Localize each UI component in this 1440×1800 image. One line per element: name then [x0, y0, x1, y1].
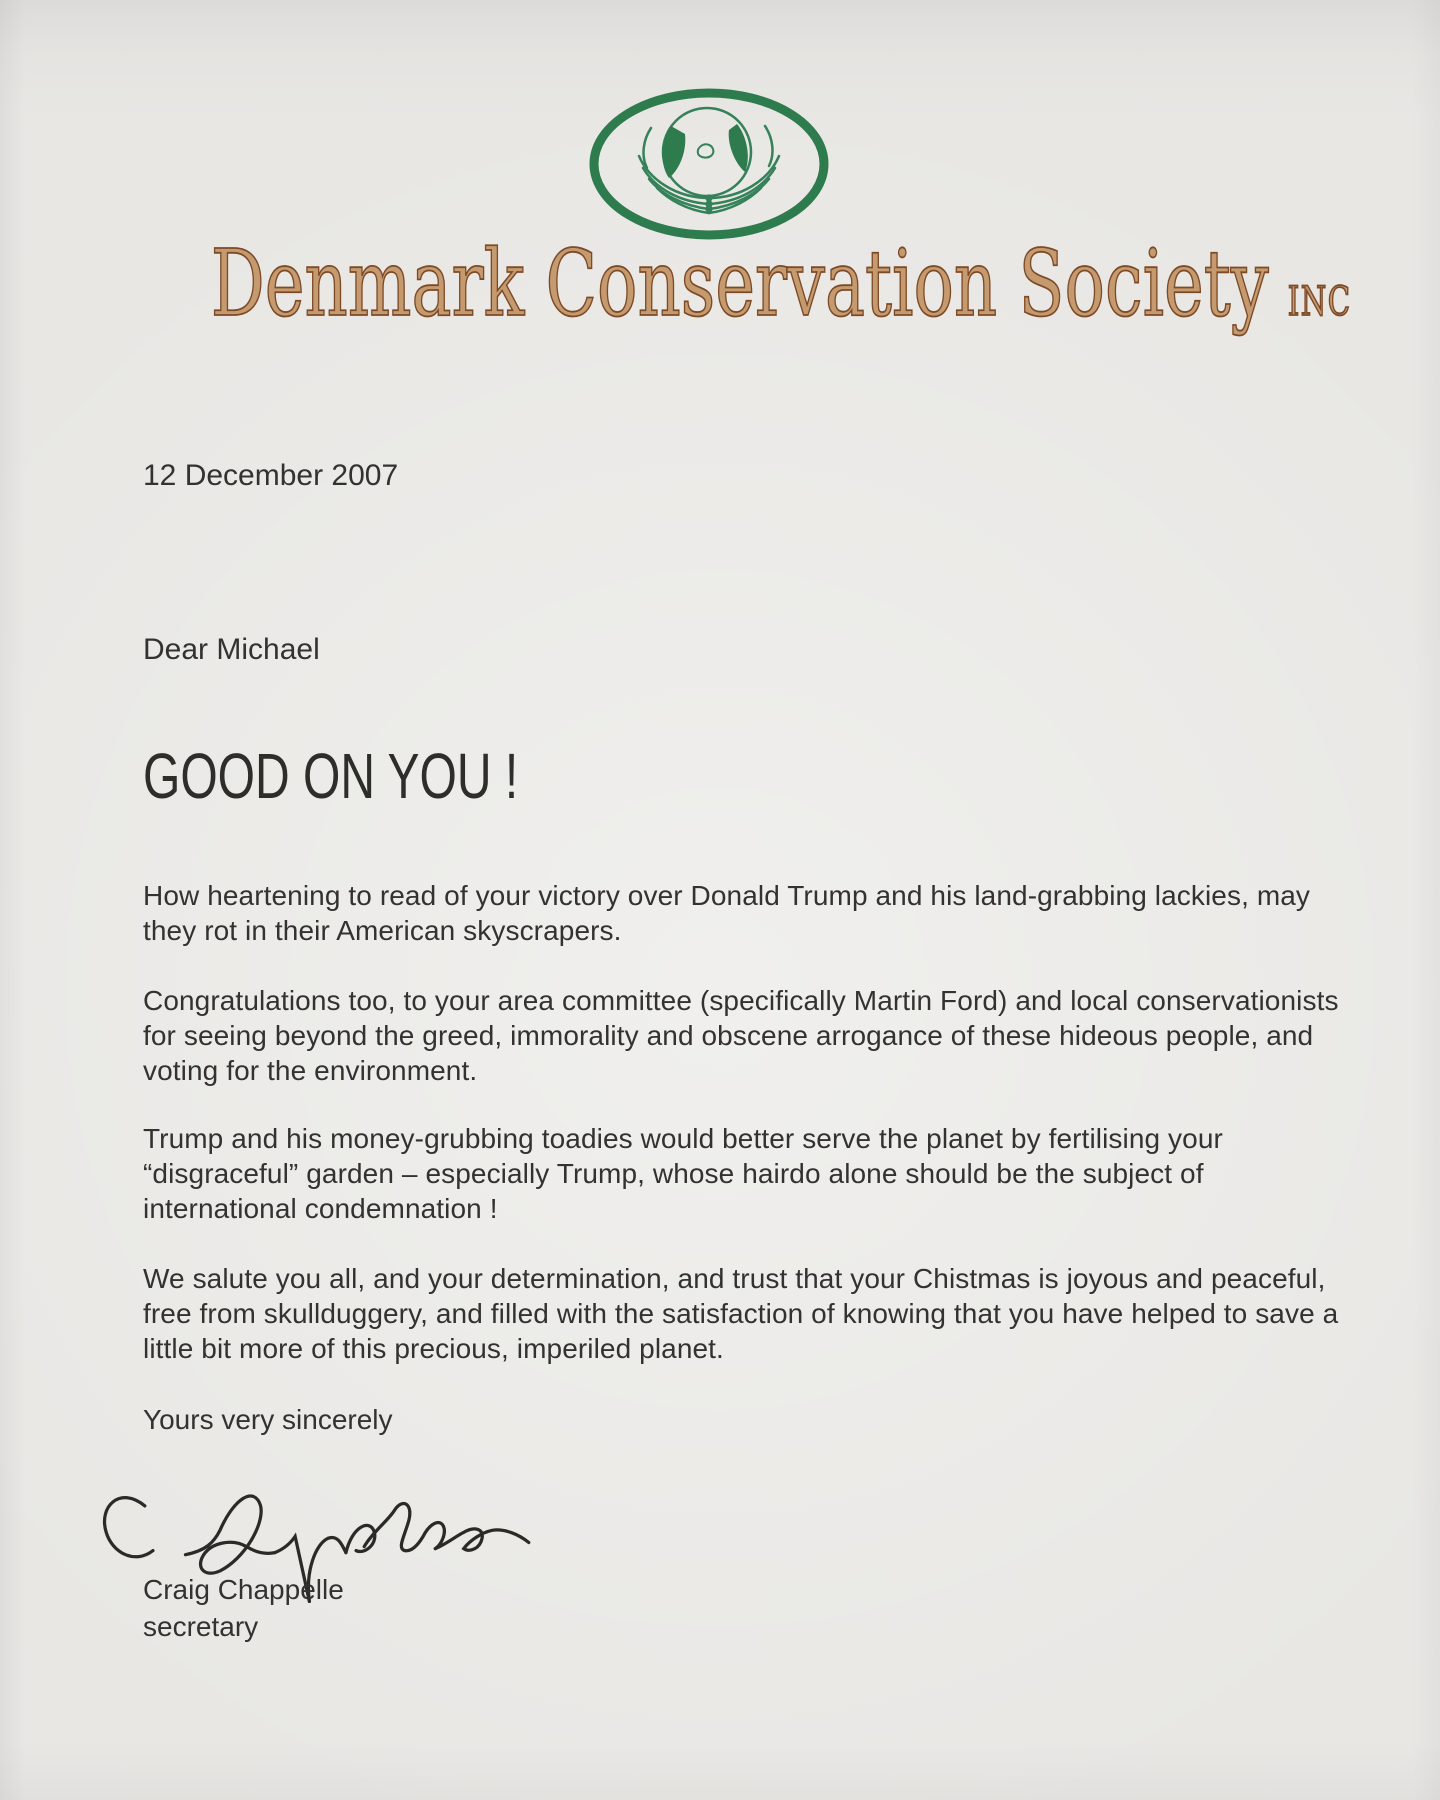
- salutation: Dear Michael: [143, 633, 320, 666]
- letter-paragraph: Trump and his money-grubbing toadies would better serve the planet by fertilising your “disgraceful” garden – especially Trump, whose hairdo alone should be the subject of international condemnation !: [143, 1123, 1223, 1224]
- closing-line: Yours very sincerely: [143, 1404, 393, 1435]
- org-suffix: INC: [1287, 279, 1352, 325]
- letter-heading: [143, 740, 643, 812]
- org-name: Denmark Conservation Society: [210, 230, 1269, 337]
- letter-date: 12 December 2007: [143, 459, 399, 492]
- letter-paragraph: We salute you all, and your determination, and trust that your Chistmas is joyous and peaceful, free from skullduggery, and filled with the satisfaction of knowing that you have helped to save a little bit more of this precious, imperiled planet.: [143, 1263, 1339, 1364]
- signatory-role: secretary: [143, 1611, 259, 1642]
- letter-heading-text: GOOD ON YOU !: [143, 740, 519, 812]
- signatory-name: Craig Chappelle: [143, 1574, 344, 1605]
- letter-paragraph: Congratulations too, to your area committee (specifically Martin Ford) and local conservationists for seeing beyond the greed, immorality and obscene arrogance of these hideous people, and voting for the environment.: [143, 985, 1339, 1086]
- hands-holding-earth-logo: [585, 86, 833, 242]
- letter-paragraph: How heartening to read of your victory over Donald Trump and his land-grabbing lackies, may they rot in their American skyscrapers.: [143, 880, 1311, 946]
- org-name-line: [210, 230, 1352, 337]
- letterhead: [0, 230, 1440, 337]
